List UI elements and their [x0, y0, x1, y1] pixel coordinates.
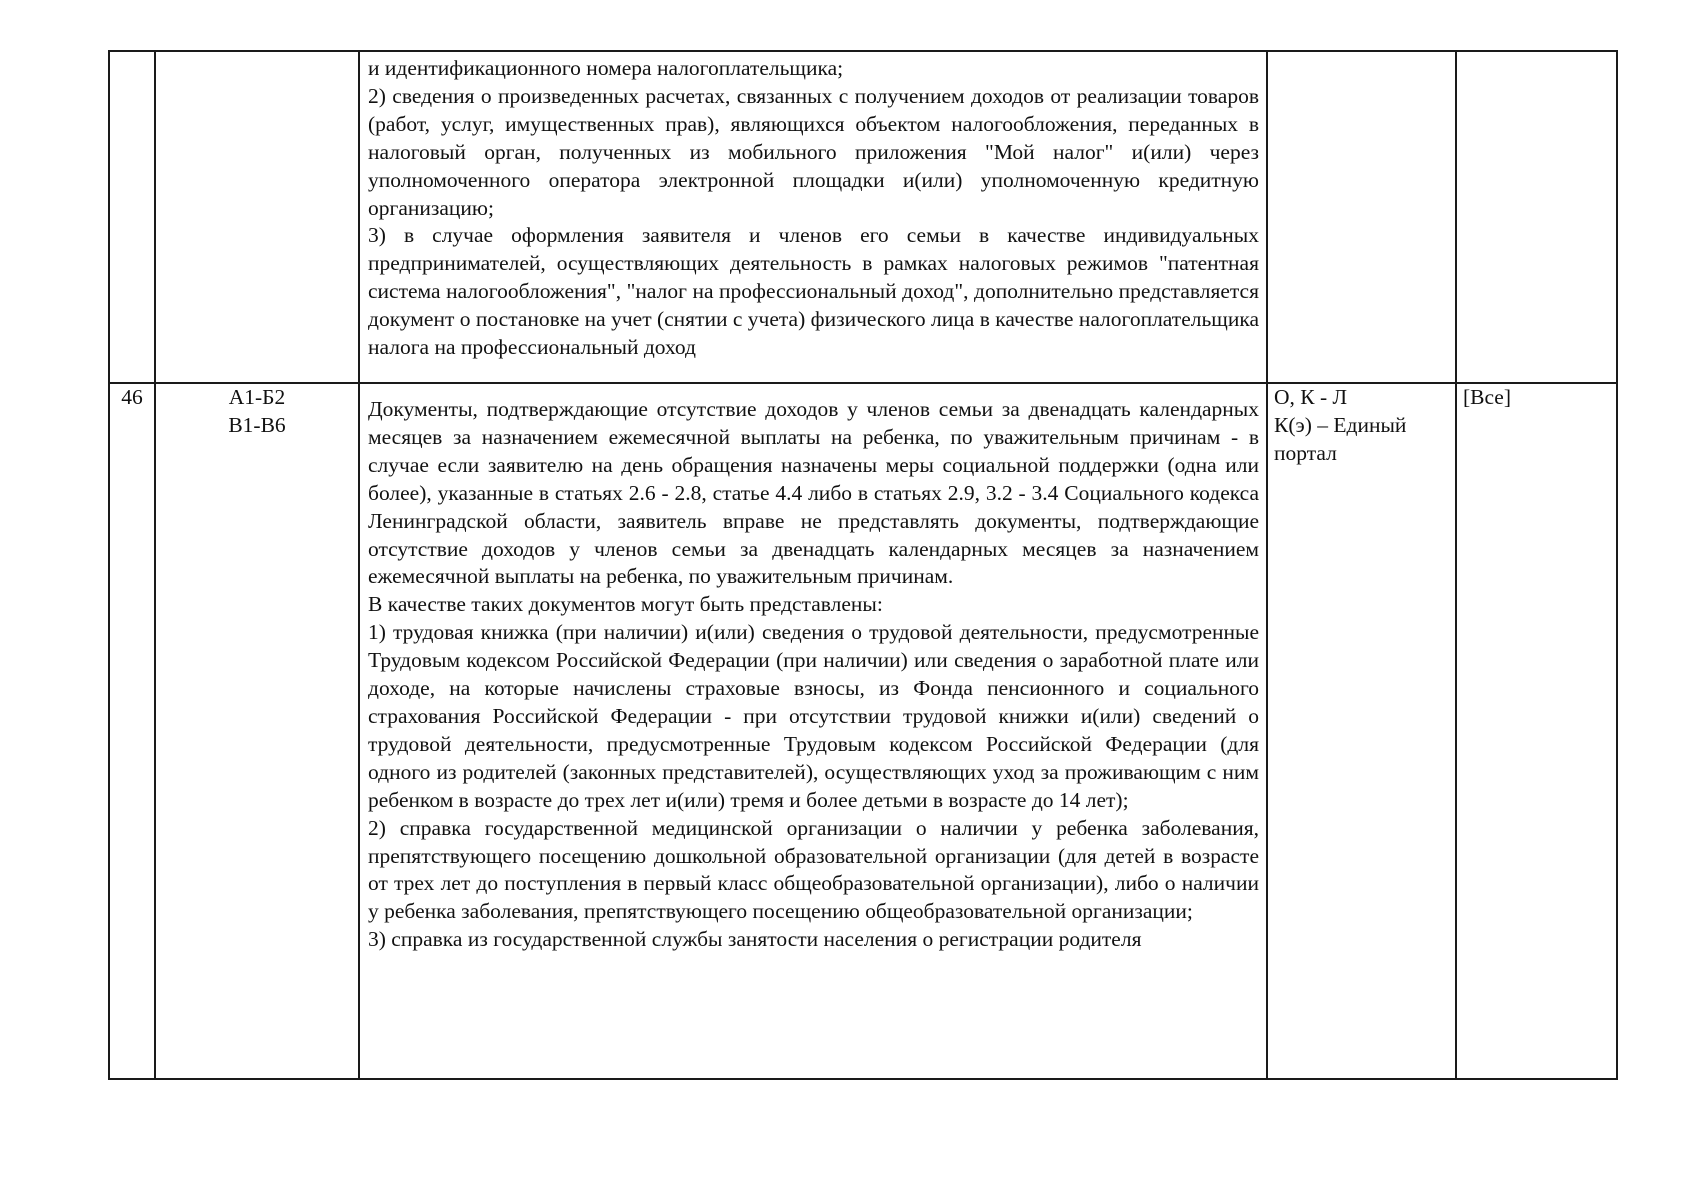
document-description-cell: [359, 51, 1267, 383]
submission-form-cell: [1267, 383, 1456, 1079]
applicant-codes-cell: [155, 383, 359, 1079]
scope-cell: [1456, 51, 1617, 383]
document-description-cell: [359, 383, 1267, 1079]
description-paragraph: 2) сведения о произведенных расчетах, связанных с получением доходов от реализации товаров (работ, услуг, имущественных прав), являющихся объектом налогообложения, переданных в налоговый орган, полученных из мобильного приложения "Мой налог" и(или) через уполномоченного оператора электронной площадки и(или) уполномоченную кредитную организацию;: [368, 83, 1259, 220]
documents-table: [108, 50, 1618, 1080]
description-paragraph: Документы, подтверждающие отсутствие доходов у членов семьи за двенадцать календарных месяцев за назначением ежемесячной выплаты на ребенка, по уважительным причинам - в случае если заявителю на день обращения назначены меры социальной поддержки (одна или более), указанные в статьях 2.6 - 2.8, статье 4.4 либо в статьях 2.9, 3.2 - 3.4 Социального кодекса Ленинградской области, заявитель вправе не представлять документы, подтверждающие отсутствие доходов у членов семьи за двенадцать календарных месяцев за назначением ежемесячной выплаты на ребенка, по уважительным причинам.: [368, 397, 1259, 589]
applicant-code: В1-В6: [228, 412, 286, 437]
submission-form-line: К(э) – Единый: [1274, 412, 1407, 437]
submission-form-line: портал: [1274, 440, 1337, 465]
description-paragraph: и идентификационного номера налогоплательщика;: [368, 56, 844, 80]
description-paragraph: 1) трудовая книжка (при наличии) и(или) сведения о трудовой деятельности, предусмотренные Трудовым кодексом Российской Федерации (при наличии) или сведения о заработной плате или доходе, на которые начислены страховые взносы, из Фонда пенсионного и социального страхования Российской Федерации - при отсутствии трудовой книжки и(или) сведений о трудовой деятельности, предусмотренные Трудовым кодексом Российской Федерации (для одного из родителей (законных представителей), осуществляющих уход за проживающим с ним ребенком в возрасте до трех лет и(или) тремя и более детьми в возрасте до 14 лет);: [368, 620, 1259, 812]
applicant-codes-cell: [155, 51, 359, 383]
table-row: [109, 51, 1617, 383]
scope-cell: [1456, 383, 1617, 1079]
applicant-code: А1-Б2: [228, 385, 286, 409]
description-paragraph: 2) справка государственной медицинской организации о наличии у ребенка заболевания, препятствующего посещению дошкольной образовательной организации (для детей в возрасте от трех лет до поступления в первый класс общеобразовательной организации), либо о наличии у ребенка заболевания, препятствующего посещению общеобразовательной организации;: [368, 815, 1259, 924]
table-row: [109, 383, 1617, 1079]
description-paragraph: 3) справка из государственной службы занятости населения о регистрации родителя: [368, 927, 1142, 952]
row-number-cell: 46: [109, 383, 155, 1079]
submission-form-cell: [1267, 51, 1456, 383]
submission-form-line: О, К - Л: [1274, 385, 1348, 409]
row-number-cell: [109, 51, 155, 383]
scope-value: [Все]: [1463, 385, 1512, 409]
description-paragraph: 3) в случае оформления заявителя и членов его семьи в качестве индивидуальных предпринимателей, осуществляющих деятельность в рамках налоговых режимов "патентная система налогообложения", "налог на профессиональный доход", дополнительно представляется документ о постановке на учет (снятии с учета) физического лица в качестве налогоплательщика налога на профессиональный доход: [368, 223, 1259, 360]
description-paragraph: В качестве таких документов могут быть представлены:: [368, 592, 883, 617]
